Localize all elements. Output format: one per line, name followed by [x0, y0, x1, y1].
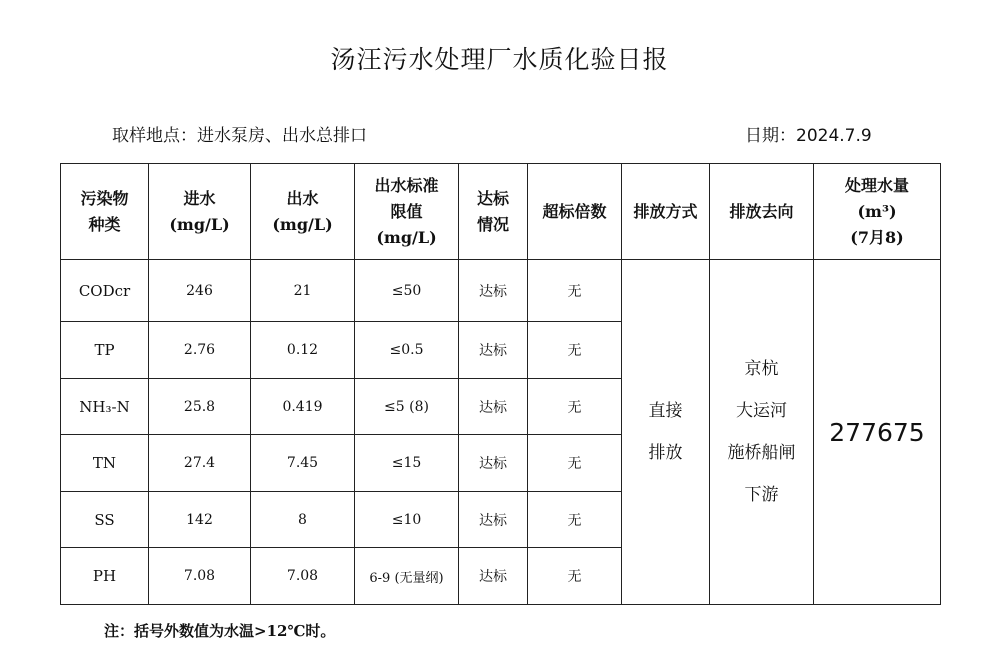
- sampling-location: 取样地点：进水泵房、出水总排口: [112, 126, 367, 146]
- treated-volume-cell: 277675: [814, 260, 941, 605]
- report-title: 汤汪污水处理厂水质化验日报: [330, 45, 669, 74]
- effluent-cell: 7.08: [251, 548, 355, 605]
- limit-cell: ≤0.5: [355, 322, 459, 379]
- table-header-row: [61, 164, 941, 260]
- influent-cell: 246: [149, 260, 251, 322]
- header-exceed: 超标倍数: [528, 164, 622, 260]
- status-cell: 达标: [459, 322, 528, 379]
- header-discharge-destination: 排放去向: [710, 164, 814, 260]
- exceed-cell: 无: [528, 548, 622, 605]
- header-status: 达标 情况: [459, 164, 528, 260]
- pollutant-cell: CODcr: [61, 260, 149, 322]
- discharge-destination-cell: 京杭 大运河 施桥船闸 下游: [710, 260, 814, 605]
- pollutant-cell: PH: [61, 548, 149, 605]
- header-effluent: 出水 (mg/L): [251, 164, 355, 260]
- exceed-cell: 无: [528, 260, 622, 322]
- exceed-cell: 无: [528, 379, 622, 435]
- influent-cell: 142: [149, 492, 251, 548]
- status-cell: 达标: [459, 379, 528, 435]
- status-cell: 达标: [459, 435, 528, 492]
- water-quality-table: [60, 163, 941, 605]
- header-pollutant: 污染物 种类: [61, 164, 149, 260]
- header-volume: 处理水量 (m³) (7月8): [814, 164, 941, 260]
- effluent-cell: 0.12: [251, 322, 355, 379]
- limit-cell: ≤5 (8): [355, 379, 459, 435]
- limit-cell: 6-9 (无量纲): [355, 548, 459, 605]
- limit-cell: ≤15: [355, 435, 459, 492]
- exceed-cell: 无: [528, 435, 622, 492]
- effluent-cell: 8: [251, 492, 355, 548]
- header-discharge-method: 排放方式: [622, 164, 710, 260]
- pollutant-cell: TP: [61, 322, 149, 379]
- influent-cell: 25.8: [149, 379, 251, 435]
- pollutant-cell: TN: [61, 435, 149, 492]
- effluent-cell: 0.419: [251, 379, 355, 435]
- effluent-cell: 21: [251, 260, 355, 322]
- exceed-cell: 无: [528, 322, 622, 379]
- header-limit: 出水标准 限值 (mg/L): [355, 164, 459, 260]
- influent-cell: 7.08: [149, 548, 251, 605]
- influent-cell: 27.4: [149, 435, 251, 492]
- table-row: [61, 260, 941, 322]
- exceed-cell: 无: [528, 492, 622, 548]
- report-date: 日期：2024.7.9: [745, 126, 872, 146]
- status-cell: 达标: [459, 492, 528, 548]
- limit-cell: ≤50: [355, 260, 459, 322]
- effluent-cell: 7.45: [251, 435, 355, 492]
- footnote: 注：括号外数值为水温>12℃时。: [104, 622, 336, 640]
- pollutant-cell: NH₃-N: [61, 379, 149, 435]
- limit-cell: ≤10: [355, 492, 459, 548]
- status-cell: 达标: [459, 548, 528, 605]
- header-influent: 进水 (mg/L): [149, 164, 251, 260]
- discharge-method-cell: 直接 排放: [622, 260, 710, 605]
- pollutant-cell: SS: [61, 492, 149, 548]
- influent-cell: 2.76: [149, 322, 251, 379]
- status-cell: 达标: [459, 260, 528, 322]
